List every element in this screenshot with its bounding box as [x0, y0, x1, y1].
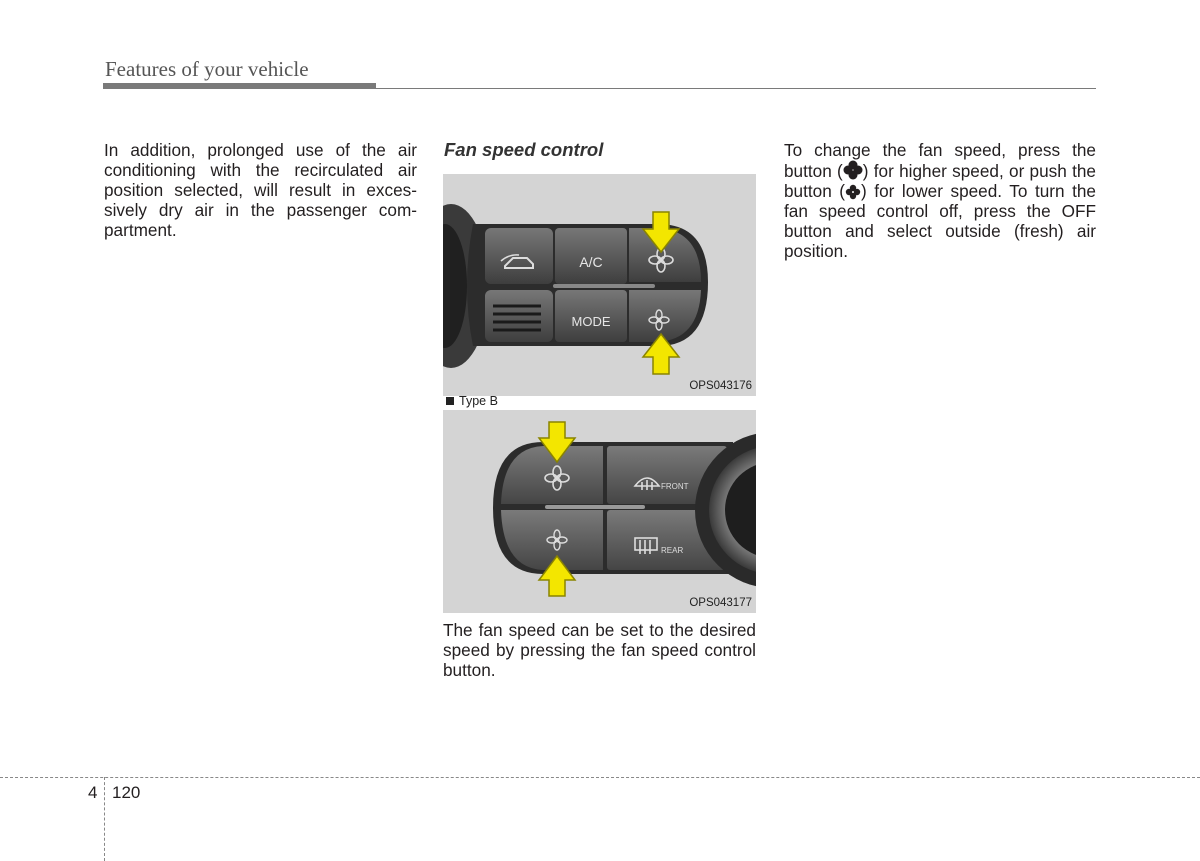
middle-paragraph: The fan speed can be set to the desired speed by pressing the fan speed control button.: [443, 620, 756, 680]
front-label: FRONT: [661, 482, 689, 491]
climate-panel-type-a: [443, 174, 756, 396]
right-text-part2: ) for higher speed, or push the button (: [784, 161, 1096, 201]
fan-low-glyph-icon: [845, 184, 861, 200]
mode-button-label: MODE: [571, 314, 611, 329]
bullet-square-icon: [446, 397, 454, 405]
right-text-part1: To change the fan speed, press the button (: [784, 140, 1096, 181]
section-title: Fan speed control: [444, 139, 604, 160]
header-rule-thick: [103, 83, 376, 89]
header-rule-thin: [376, 88, 1096, 89]
right-paragraph: [784, 140, 1096, 261]
figure-a-code: OPS043176: [689, 380, 752, 392]
chapter-number: 4: [88, 783, 98, 802]
rear-label: REAR: [661, 546, 684, 555]
right-text-part3: ) for lower speed. To turn the fan speed control off, press the OFF button and select outside (fresh) air position.: [784, 181, 1096, 261]
fan-high-glyph-icon: [843, 160, 863, 180]
climate-panel-type-b: [443, 410, 756, 613]
figure-b-label-text: Type B: [459, 394, 498, 408]
figure-b-code: OPS043177: [689, 597, 752, 609]
figure-b-label: [446, 394, 498, 408]
page-number: 120: [112, 783, 141, 802]
figure-b-image: [443, 410, 756, 613]
footer-vertical-rule: [104, 777, 105, 861]
figure-a-image: [443, 174, 756, 396]
left-paragraph: In addition, prolonged use of the air conditioning with the recirculated air position selected, will result in exces-sively dry air in the passenger com-partment.: [104, 140, 417, 240]
header-title: Features of your vehicle: [105, 57, 309, 81]
ac-button-label: A/C: [579, 254, 603, 270]
footer-rule: [0, 777, 1200, 778]
